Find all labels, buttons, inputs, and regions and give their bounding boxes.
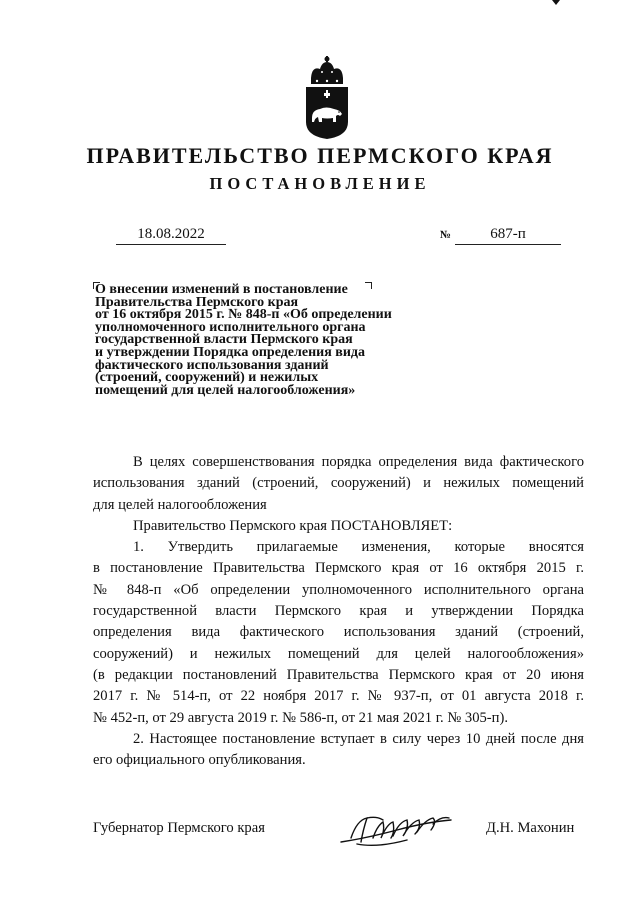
document-number: 687-п [455, 224, 561, 245]
subject-line: (строений, сооружений) и нежилых [95, 370, 319, 386]
document-type: ПОСТАНОВЛЕНИЕ [209, 174, 431, 193]
number-label: № [440, 229, 452, 241]
subject-line: и утверждении Порядка определения вида [95, 344, 365, 360]
signatory-role: Губернатор Пермского края [93, 820, 265, 836]
body-line: государственной власти Пермского края и утверждении Порядка [93, 603, 584, 620]
document-body [93, 452, 584, 771]
body-line: № 848-п «Об определении уполномоченного исполнительного органа [93, 581, 584, 598]
body-line: в постановление Правительства Пермского края от 16 октября 2015 г. [93, 560, 584, 577]
signatory-name: Д.Н. Махонин [486, 820, 575, 836]
page-corner-mark [552, 0, 560, 5]
document-subject [95, 284, 425, 397]
subject-line: государственной власти Пермского края [95, 332, 353, 348]
body-line: В целях совершенствования порядка определения вида фактического [133, 454, 584, 470]
subject-line: О внесении изменений в постановление [95, 282, 348, 297]
coat-of-arms-icon [302, 56, 352, 140]
body-line: для целей налогообложения [93, 496, 267, 513]
paragraph-resolves [93, 516, 584, 537]
body-line: его официального опубликования. [93, 752, 306, 769]
body-line: 2. Настоящее постановление вступает в силу через 10 дней после дня [133, 730, 584, 747]
body-line: 2017 г. № 514-п, от 22 ноября 2017 г. № 937-п, от 01 августа 2018 г. [93, 688, 584, 705]
subject-line: уполномоченного исполнительного органа [95, 319, 366, 335]
paragraph-item-2 [93, 729, 584, 772]
body-line: Правительство Пермского края ПОСТАНОВЛЯЕТ: [133, 517, 453, 534]
paragraph-preamble [93, 452, 584, 516]
body-line: (в редакции постановлений Правительства Пермского края от 20 июня [93, 666, 584, 683]
body-line: 1. Утвердить прилагаемые изменения, которые вносятся [133, 539, 584, 556]
body-line: № 452-п, от 29 августа 2019 г. № 586-п, от 21 мая 2021 г. № 305-п). [93, 709, 508, 726]
paragraph-item-1 [93, 537, 584, 729]
subject-line: фактического использования зданий [95, 357, 329, 373]
subject-line: помещений для целей налогообложения» [95, 382, 356, 398]
subject-line: Правительства Пермского края [95, 294, 299, 310]
body-line: сооружений) и нежилых помещений для целей налогообложения» [93, 645, 584, 662]
body-line: определения вида фактического использования зданий (строений, [93, 624, 584, 641]
document-date: 18.08.2022 [116, 224, 226, 245]
subject-line: от 16 октября 2015 г. № 848-п «Об определении [95, 307, 392, 323]
body-line: использования зданий (строений, сооружений) и нежилых помещений [93, 475, 584, 492]
handwritten-signature [337, 808, 455, 850]
government-title: ПРАВИТЕЛЬСТВО ПЕРМСКОГО КРАЯ [86, 143, 554, 168]
